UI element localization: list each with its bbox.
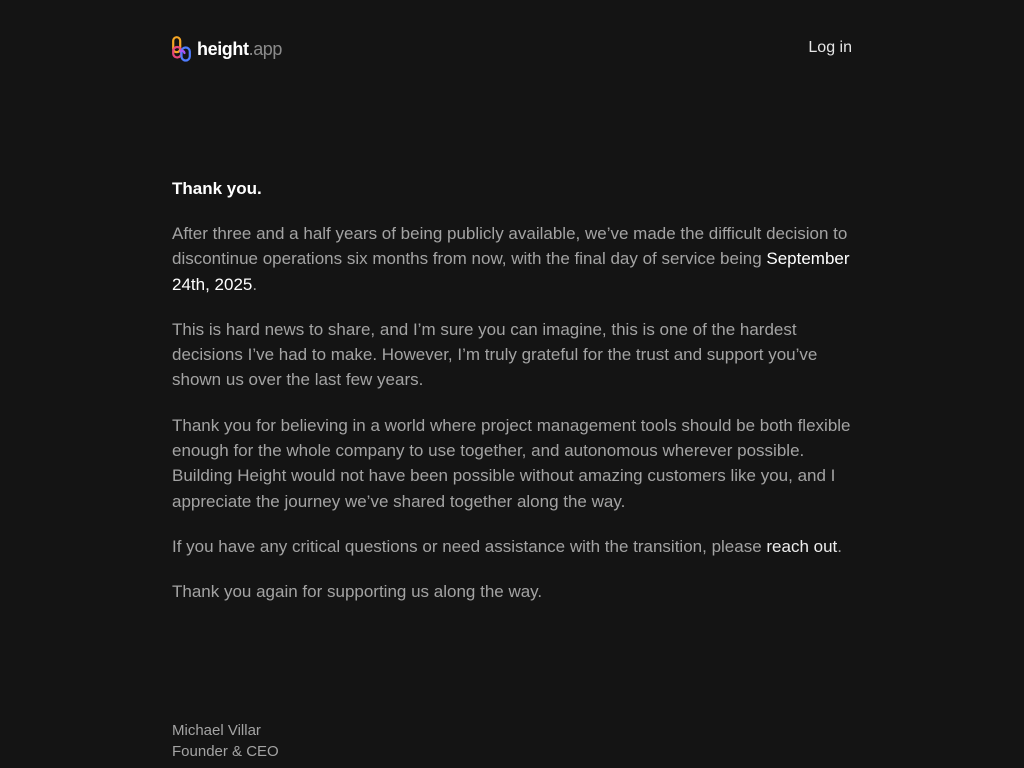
- paragraph-contact-text: If you have any critical questions or need assistance with the transition, please: [172, 536, 767, 556]
- signature: [172, 720, 852, 762]
- home-logo-link[interactable]: [172, 36, 282, 62]
- announcement-article: [172, 176, 852, 605]
- log-in-link[interactable]: Log in: [808, 39, 852, 56]
- logo-name: height: [197, 39, 249, 59]
- article-heading: Thank you.: [172, 179, 262, 198]
- paragraph-contact: [172, 534, 852, 559]
- paragraph-announcement-end: .: [252, 274, 258, 294]
- final-day-date: September 24th, 2025: [172, 249, 850, 294]
- paragraph-gratitude: This is hard news to share, and I’m sure you can imagine, this is one of the hardest decisions I’ve had to make. However, I’m truly grateful for the trust and support you’ve shown us over the last few years.: [172, 319, 818, 390]
- page: [172, 0, 852, 768]
- paragraph-announcement-text: After three and a half years of being publicly available, we’ve made the difficult decision to discontinue operations six months from now, with the final day of service being: [172, 224, 848, 269]
- logo-domain: .app: [248, 39, 283, 59]
- top-bar: [172, 34, 852, 64]
- paragraph-thanks-believing: Thank you for believing in a world where project management tools should be both flexible enough for the whole company to use together, and autonomous wherever possible. Building Height would not have been possible without amazing customers like you, and I appreciate the journey we’ve shared together along the way.: [172, 415, 851, 511]
- paragraph-announcement: [172, 221, 852, 297]
- signature-name: Michael Villar: [172, 722, 261, 739]
- paragraph-contact-end: .: [837, 536, 843, 556]
- height-logo-icon: [172, 36, 191, 62]
- reach-out-link[interactable]: reach out: [766, 536, 838, 556]
- paragraph-closing: Thank you again for supporting us along the way.: [172, 582, 543, 602]
- logo-wordmark: [197, 36, 282, 62]
- signature-title: Founder & CEO: [172, 743, 279, 760]
